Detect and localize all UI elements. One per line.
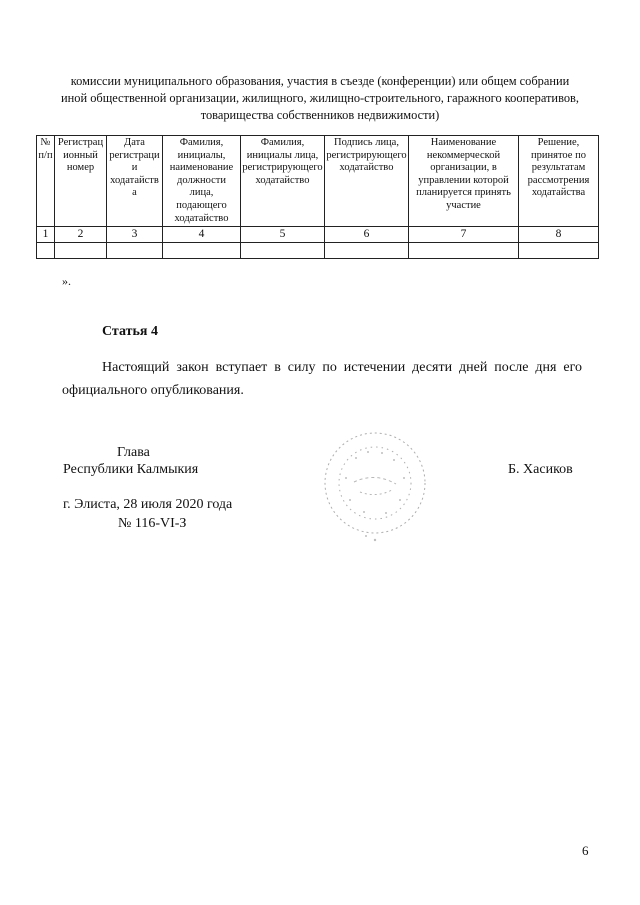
empty-cell xyxy=(409,243,519,259)
header-cell: Фамилия, инициалы, наименование должности лица, подающего ходатайство xyxy=(163,136,241,227)
column-number-cell: 5 xyxy=(241,227,325,243)
intro-paragraph: комиссии муниципального образования, участия в съезде (конференции) или общем собрании иной общественной организации, жилищного, жилищно-строительного, гаражного кооперативов, товарищества собственников недвижимости) xyxy=(61,74,579,122)
empty-cell xyxy=(325,243,409,259)
header-cell: Подпись лица, регистрирующего ходатайство xyxy=(325,136,409,227)
column-number-cell: 8 xyxy=(519,227,599,243)
header-cell: № п/п xyxy=(37,136,55,227)
signatory-name: Б. Хасиков xyxy=(508,462,573,477)
place-and-date: г. Элиста, 28 июля 2020 года xyxy=(63,497,233,512)
header-cell: Решение, принятое по результатам рассмотрения ходатайства xyxy=(519,136,599,227)
signatory-title-line1: Глава xyxy=(117,445,150,460)
page-number: 6 xyxy=(582,843,589,858)
empty-row xyxy=(37,243,599,259)
empty-cell xyxy=(55,243,107,259)
header-cell: Регистрационный номер xyxy=(55,136,107,227)
empty-cell xyxy=(163,243,241,259)
seal-stamp-icon xyxy=(316,428,434,546)
column-number-cell: 1 xyxy=(37,227,55,243)
header-cell: Фамилия, инициалы лица, регистрирующего ходатайство xyxy=(241,136,325,227)
empty-cell xyxy=(107,243,163,259)
column-number-cell: 7 xyxy=(409,227,519,243)
header-cell: Дата регистрации ходатайства xyxy=(107,136,163,227)
table-header-row xyxy=(37,136,599,227)
column-number-cell: 4 xyxy=(163,227,241,243)
header-cell: Наименование некоммерческой организации, в управлении которой планируется принять участие xyxy=(409,136,519,227)
article-title: Статья 4 xyxy=(102,324,158,339)
registration-table xyxy=(36,135,599,259)
article-text: Настоящий закон вступает в силу по истечении десяти дней после дня его официального опубликования. xyxy=(62,360,582,398)
column-number-row xyxy=(37,227,599,243)
column-number-cell: 6 xyxy=(325,227,409,243)
column-number-cell: 2 xyxy=(55,227,107,243)
column-number-cell: 3 xyxy=(107,227,163,243)
signatory-title-line2: Республики Калмыкия xyxy=(63,462,199,477)
empty-cell xyxy=(37,243,55,259)
empty-cell xyxy=(241,243,325,259)
closing-quote: ». xyxy=(62,274,71,288)
law-number: № 116-VI-З xyxy=(118,516,187,531)
empty-cell xyxy=(519,243,599,259)
